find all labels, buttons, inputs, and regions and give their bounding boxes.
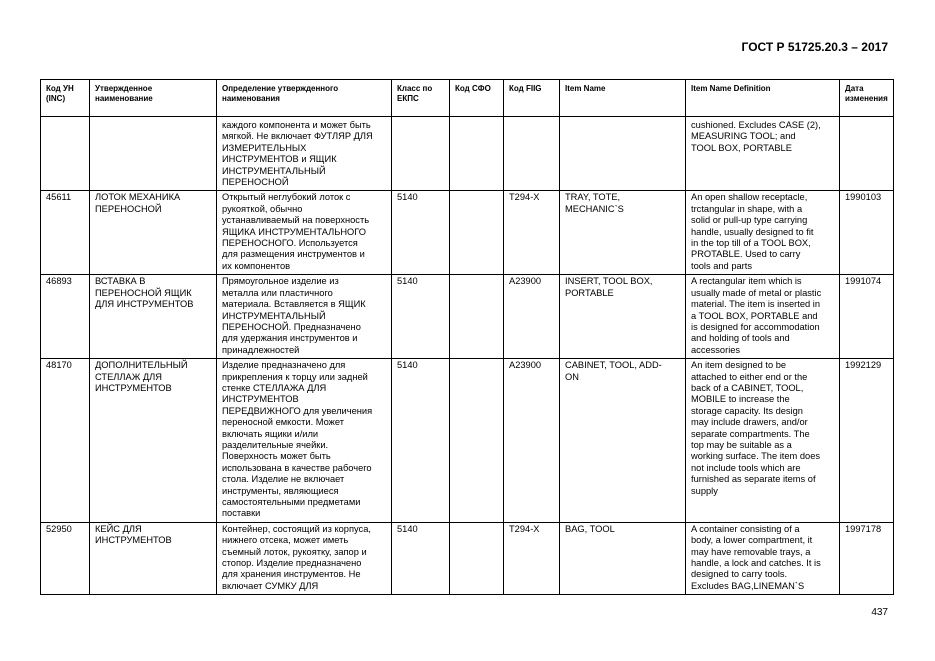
document-code: ГОСТ Р 51725.20.3 – 2017	[741, 40, 888, 54]
table-row	[41, 522, 894, 594]
page-number: 437	[871, 607, 888, 618]
nomenclature-table	[40, 79, 894, 595]
col-header-change-date: Дата изменения	[840, 80, 894, 117]
cell-name-definition: Изделие предназначено для прикрепления к торцу или задней стенке СТЕЛЛАЖА ДЛЯ ИНСТРУМЕНТОВ ПЕРЕДВИЖНОГО для увеличения переносной емкости. Может включать ящики и/или разделительные ячейки. Поверхность может быть использована в качестве рабочего стола. Изделие не включает инструменты, являющиеся самостоятельными предметами поставки	[217, 359, 392, 523]
cell-ekps-class: 5140	[392, 275, 450, 359]
cell-item-name-definition: An item designed to be attached to either end or the back of a CABINET, TOOL, MOBILE to increase the storage capacity. Its design may include drawers, and/or separate compartments. The top may be suitable as a working surface. The item does not include tools which are furnished as separate items of supply	[686, 359, 840, 523]
cell-inc-code: 46893	[41, 275, 90, 359]
col-header-sfo-code: Код СФО	[450, 80, 504, 117]
cell-inc-code	[41, 117, 90, 191]
cell-item-name: INSERT, TOOL BOX, PORTABLE	[560, 275, 686, 359]
table-row	[41, 359, 894, 523]
cell-fiig-code: A23900	[504, 275, 560, 359]
cell-change-date	[840, 117, 894, 191]
cell-name-definition: каждого компонента и может быть мягкой. Не включает ФУТЛЯР ДЛЯ ИЗМЕРИТЕЛЬНЫХ ИНСТРУМЕНТОВ и ЯЩИК ИНСТРУМЕНТАЛЬНЫЙ ПЕРЕНОСНОЙ	[217, 117, 392, 191]
cell-sfo-code	[450, 117, 504, 191]
cell-item-name-definition: An open shallow receptacle, trctangular in shape, with a solid or pull-up type carrying handle, usually designed to fit in the top till of a TOOL BOX, PROTABLE. Used to carry tools and parts	[686, 191, 840, 275]
cell-change-date: 1997178	[840, 522, 894, 594]
cell-sfo-code	[450, 275, 504, 359]
cell-name-definition: Контейнер, состоящий из корпуса, нижнего отсека, может иметь съемный лоток, рукоятку, запор и стопор. Изделие предназначено для хранения инструментов. Не включает СУМКУ ДЛЯ	[217, 522, 392, 594]
col-header-name-definition: Определение утвержденного наименования	[217, 80, 392, 117]
cell-approved-name: ДОПОЛНИТЕЛЬНЫЙ СТЕЛЛАЖ ДЛЯ ИНСТРУМЕНТОВ	[90, 359, 217, 523]
cell-change-date: 1992129	[840, 359, 894, 523]
cell-ekps-class: 5140	[392, 522, 450, 594]
cell-item-name-definition: A rectangular item which is usually made of metal or plastic material. The item is inserted in a TOOL BOX, PORTABLE and is designed for accommodation and holding of tools and accessories	[686, 275, 840, 359]
cell-approved-name: ВСТАВКА В ПЕРЕНОСНОЙ ЯЩИК ДЛЯ ИНСТРУМЕНТОВ	[90, 275, 217, 359]
cell-inc-code: 52950	[41, 522, 90, 594]
cell-change-date: 1990103	[840, 191, 894, 275]
cell-item-name: CABINET, TOOL, ADD- ON	[560, 359, 686, 523]
cell-ekps-class: 5140	[392, 359, 450, 523]
col-header-item-name-definition: Item Name Definition	[686, 80, 840, 117]
cell-item-name: BAG, TOOL	[560, 522, 686, 594]
cell-item-name	[560, 117, 686, 191]
cell-item-name-definition: cushioned. Excludes CASE (2), MEASURING TOOL; and TOOL BOX, PORTABLE	[686, 117, 840, 191]
cell-ekps-class: 5140	[392, 191, 450, 275]
cell-name-definition: Прямоугольное изделие из металла или пластичного материала. Вставляется в ЯЩИК ИНСТРУМЕНТАЛЬНЫЙ ПЕРЕНОСНОЙ. Предназначено для удержания инструментов и принадлежностей	[217, 275, 392, 359]
col-header-fiig-code: Код FIIG	[504, 80, 560, 117]
cell-fiig-code: A23900	[504, 359, 560, 523]
cell-approved-name: ЛОТОК МЕХАНИКА ПЕРЕНОСНОЙ	[90, 191, 217, 275]
table-header-row	[41, 80, 894, 117]
table-row	[41, 191, 894, 275]
cell-item-name-definition: A container consisting of a body, a lower compartment, it may have removable trays, a handle, a lock and catches. It is designed to carry tools. Excludes BAG,LINEMAN`S	[686, 522, 840, 594]
col-header-ekps-class: Класс по ЕКПС	[392, 80, 450, 117]
cell-fiig-code: T294-X	[504, 191, 560, 275]
cell-inc-code: 45611	[41, 191, 90, 275]
cell-approved-name: КЕЙС ДЛЯ ИНСТРУМЕНТОВ	[90, 522, 217, 594]
cell-sfo-code	[450, 191, 504, 275]
col-header-approved-name: Утвержденное наименование	[90, 80, 217, 117]
table-row	[41, 275, 894, 359]
cell-name-definition: Открытый неглубокий лоток с рукояткой, обычно устанавливаемый на поверхность ЯЩИКА ИНСТРУМЕНТАЛЬНОГО ПЕРЕНОСНОГО. Используется для размещения инструментов и их компонентов	[217, 191, 392, 275]
cell-fiig-code: T294-X	[504, 522, 560, 594]
table-row	[41, 117, 894, 191]
col-header-item-name: Item Name	[560, 80, 686, 117]
cell-sfo-code	[450, 522, 504, 594]
col-header-inc-code: Код УН (INC)	[41, 80, 90, 117]
cell-fiig-code	[504, 117, 560, 191]
cell-item-name: TRAY, TOTE, MECHANIC`S	[560, 191, 686, 275]
cell-sfo-code	[450, 359, 504, 523]
cell-change-date: 1991074	[840, 275, 894, 359]
cell-approved-name	[90, 117, 217, 191]
cell-ekps-class	[392, 117, 450, 191]
cell-inc-code: 48170	[41, 359, 90, 523]
